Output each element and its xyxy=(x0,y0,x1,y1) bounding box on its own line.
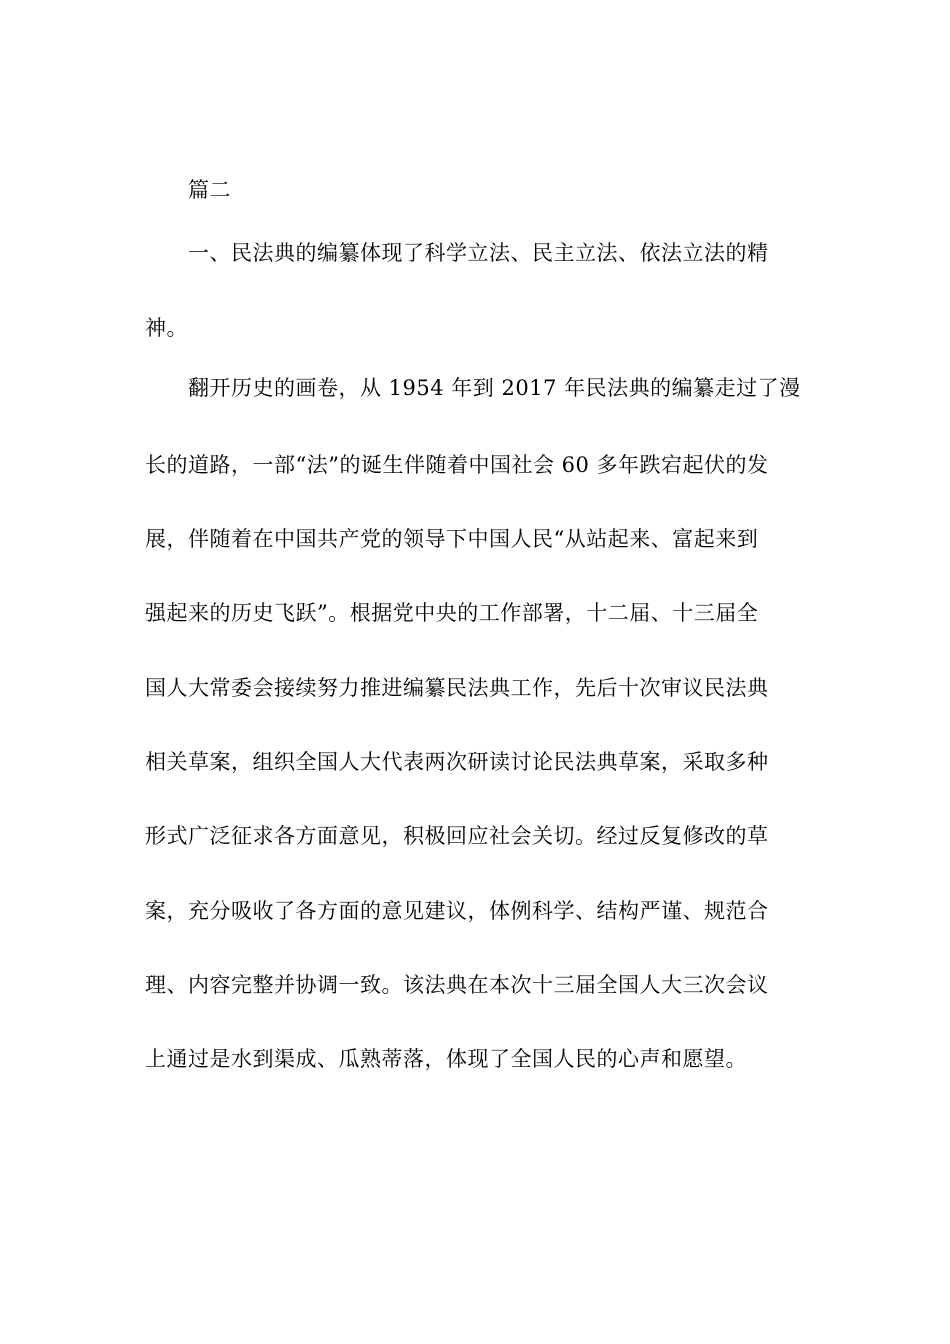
paragraph-line: 展，伴随着在中国共产党的领导下中国人民“从站起来、富起来到 xyxy=(145,527,759,551)
paragraph-line: 翻开历史的画卷，从 1954 年到 2017 年民法典的编纂走过了漫 xyxy=(188,376,801,400)
section-heading: 篇二 xyxy=(188,178,231,202)
section-title-line: 神。 xyxy=(145,316,188,340)
section-title-line: 一、民法典的编纂体现了科学立法、民主立法、依法立法的精 xyxy=(188,241,769,265)
paragraph-line: 相关草案，组织全国人大代表两次研读讨论民法典草案，采取多种 xyxy=(145,750,769,774)
paragraph-line: 国人大常委会接续努力推进编纂民法典工作，先后十次审议民法典 xyxy=(145,676,769,700)
paragraph-line: 上通过是水到渠成、瓜熟蒂落，体现了全国人民的心声和愿望。 xyxy=(145,1047,747,1071)
paragraph-line: 长的道路，一部“法”的诞生伴随着中国社会 60 多年跌宕起伏的发 xyxy=(145,453,769,477)
paragraph-line: 形式广泛征求各方面意见，积极回应社会关切。经过反复修改的草 xyxy=(145,824,769,848)
paragraph-line: 理、内容完整并协调一致。该法典在本次十三届全国人大三次会议 xyxy=(145,973,769,997)
paragraph-line: 强起来的历史飞跃”。根据党中央的工作部署，十二届、十三届全 xyxy=(145,601,759,625)
paragraph-line: 案，充分吸收了各方面的意见建议，体例科学、结构严谨、规范合 xyxy=(145,899,769,923)
